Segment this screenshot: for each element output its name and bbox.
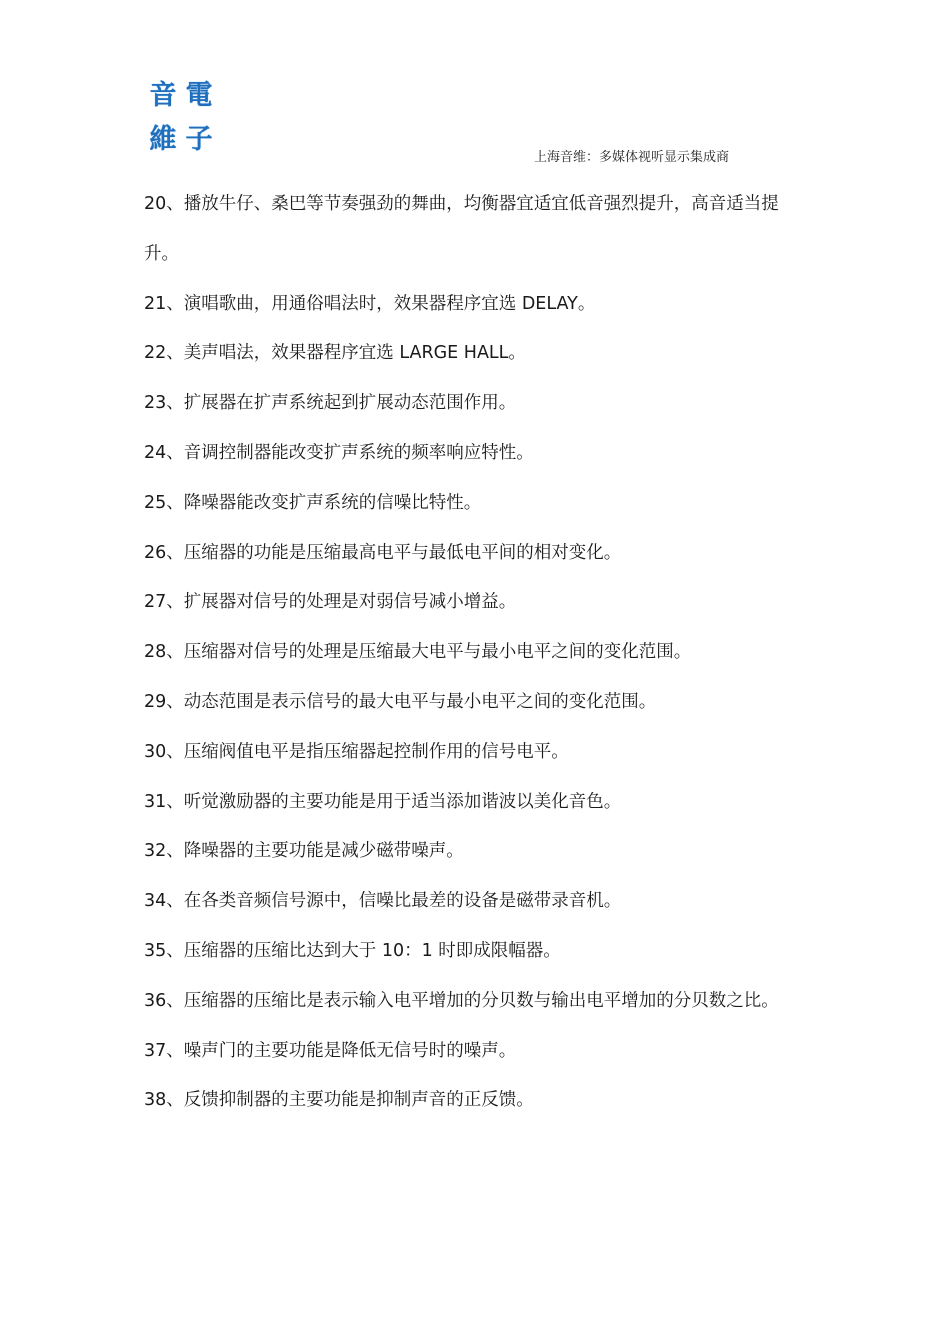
logo-char: 音	[149, 80, 177, 111]
paragraph: 35、压缩器的压缩比达到大于 10：1 时即成限幅器。	[144, 940, 561, 961]
company-logo	[146, 74, 218, 162]
paragraph: 20、播放牛仔、桑巴等节奏强劲的舞曲，均衡器宜适宜低音强烈提升，高音适当提升。	[144, 194, 779, 264]
paragraph: 38、反馈抑制器的主要功能是抑制声音的正反馈。	[144, 1090, 534, 1111]
logo-char: 電	[185, 80, 213, 111]
logo-char: 子	[185, 124, 213, 155]
document-body	[144, 180, 812, 1126]
paragraph: 34、在各类音频信号源中，信噪比最差的设备是磁带录音机。	[144, 891, 622, 912]
paragraph: 22、美声唱法，效果器程序宜选 LARGE HALL。	[144, 343, 526, 364]
paragraph: 28、压缩器对信号的处理是压缩最大电平与最小电平之间的变化范围。	[144, 642, 692, 663]
paragraph: 23、扩展器在扩声系统起到扩展动态范围作用。	[144, 393, 517, 414]
paragraph: 21、演唱歌曲，用通俗唱法时，效果器程序宜选 DELAY。	[144, 293, 596, 314]
paragraph: 31、听觉激励器的主要功能是用于适当添加谐波以美化音色。	[144, 791, 622, 812]
paragraph: 25、降噪器能改变扩声系统的信噪比特性。	[144, 492, 482, 513]
page-header-text: 上海音维：多媒体视听显示集成商	[534, 150, 730, 165]
paragraph: 24、音调控制器能改变扩声系统的频率响应特性。	[144, 442, 534, 463]
paragraph: 37、噪声门的主要功能是降低无信号时的噪声。	[144, 1040, 517, 1061]
paragraph: 36、压缩器的压缩比是表示输入电平增加的分贝数与输出电平增加的分贝数之比。	[144, 990, 779, 1011]
paragraph: 32、降噪器的主要功能是减少磁带噪声。	[144, 841, 464, 862]
paragraph: 30、压缩阀值电平是指压缩器起控制作用的信号电平。	[144, 741, 569, 762]
paragraph: 29、动态范围是表示信号的最大电平与最小电平之间的变化范围。	[144, 691, 657, 712]
logo-char: 維	[149, 124, 177, 155]
paragraph: 27、扩展器对信号的处理是对弱信号减小增益。	[144, 592, 517, 613]
paragraph: 26、压缩器的功能是压缩最高电平与最低电平间的相对变化。	[144, 542, 622, 563]
